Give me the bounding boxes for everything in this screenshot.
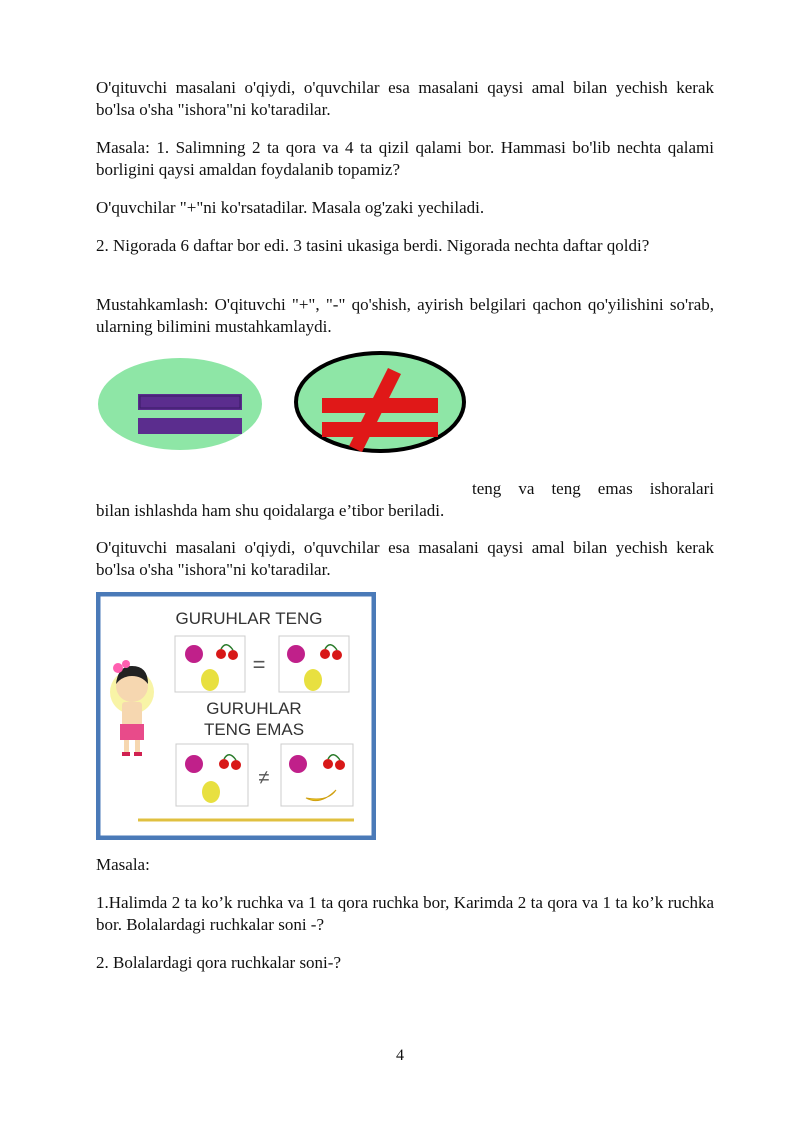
cherry-icon bbox=[216, 649, 226, 659]
equal-signs-figure bbox=[96, 350, 468, 454]
paragraph-masala-heading: Masala: bbox=[96, 855, 150, 874]
paragraph-problem-4: 2. Bolalardagi qora ruchkalar soni-? bbox=[96, 953, 341, 972]
paragraph-problem-2: 2. Nigorada 6 daftar bor edi. 3 tasini ukasiga berdi. Nigorada nechta daftar qoldi? bbox=[96, 236, 650, 255]
equal-sign: = bbox=[252, 652, 266, 677]
paragraph-problem-1: Masala: 1. Salimning 2 ta qora va 4 ta qizil qalami bor. Hammasi bo'lib nechta qalami borligini qaysi amaldan foydalanib topamiz? bbox=[96, 138, 714, 179]
paragraph-answer: O'quvchilar "+"ni ko'rsatadilar. Masala og'zaki yechiladi. bbox=[96, 198, 485, 217]
page-number: 4 bbox=[396, 1047, 404, 1064]
pear-icon bbox=[202, 781, 220, 803]
paragraph-reinforcement: Mustahkamlash: O'qituvchi "+", "-" qo'shish, ayirish belgilari qachon qo'yilishini so'rab, ularning bilimini mustahkamlaydi. bbox=[96, 295, 714, 336]
equal-icon bbox=[98, 358, 262, 450]
title-groups-not-equal-1: GURUHLAR bbox=[206, 699, 302, 718]
paragraph-problem-3: 1.Halimda 2 ta ko’k ruchka va 1 ta qora ruchka bor, Karimda 2 ta qora va 1 ta ko’k ruchka bor. Bolalardagi ruchkalar soni -? bbox=[96, 893, 714, 934]
paragraph-intro: O'qituvchi masalani o'qiydi, o'quvchilar esa masalani qaysi amal bilan yechish kerak bo'lsa o'sha "ishora"ni ko'taradilar. bbox=[96, 78, 714, 119]
title-groups-equal: GURUHLAR TENG bbox=[175, 609, 323, 628]
paragraph-signs-line2: bilan ishlashda ham shu qoidalarga e’tibor beriladi. bbox=[96, 501, 445, 520]
fruit-box-bottom-left bbox=[176, 744, 248, 806]
fruit-box-top-right bbox=[279, 636, 349, 692]
fruit-box-top-left bbox=[175, 636, 245, 692]
pear-icon bbox=[304, 669, 322, 691]
paragraph-intro-repeat: O'qituvchi masalani o'qiydi, o'quvchilar esa masalani qaysi amal bilan yechish kerak bo'lsa o'sha "ishora"ni ko'taradilar. bbox=[96, 538, 714, 579]
not-equal-icon bbox=[296, 353, 464, 452]
paragraph-signs-line1: teng va teng emas ishoralari bbox=[472, 479, 714, 498]
groups-figure bbox=[96, 592, 376, 840]
cherry-icon bbox=[219, 759, 229, 769]
title-groups-not-equal-2: TENG EMAS bbox=[203, 720, 305, 739]
plum-icon bbox=[185, 645, 203, 663]
cherry-icon bbox=[323, 759, 333, 769]
cherry-icon bbox=[320, 649, 330, 659]
plum-icon bbox=[287, 645, 305, 663]
not-equal-sign: ≠ bbox=[258, 767, 270, 789]
fruit-box-bottom-right bbox=[281, 744, 353, 806]
plum-icon bbox=[289, 755, 307, 773]
plum-icon bbox=[185, 755, 203, 773]
pear-icon bbox=[201, 669, 219, 691]
